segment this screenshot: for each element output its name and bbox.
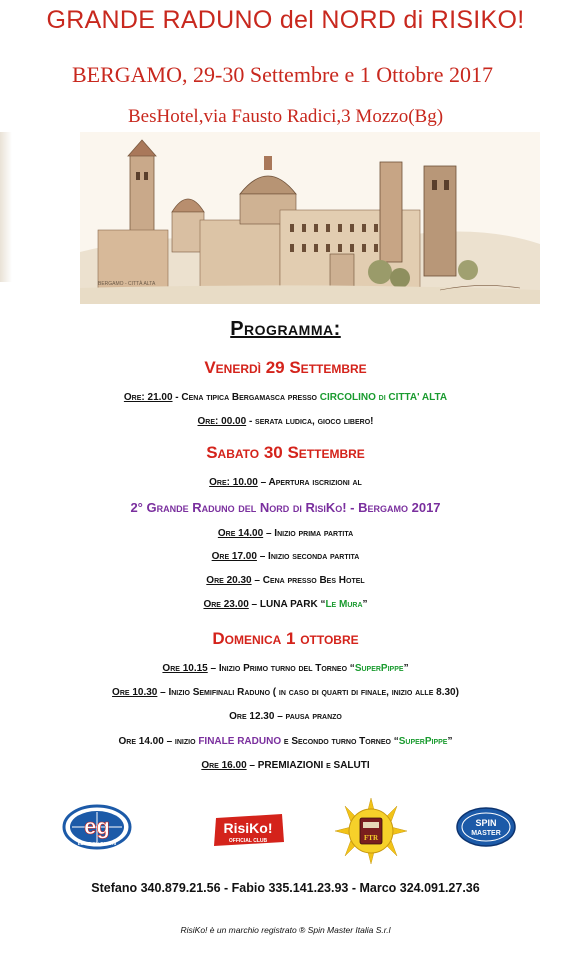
time: Ore 14.00 <box>217 528 264 539</box>
event-venue: BesHotel,via Fausto Radici,3 Mozzo(Bg) <box>127 106 444 127</box>
time: Ore 12.30 <box>229 711 275 722</box>
line-text: – LUNA PARK “ <box>248 599 326 610</box>
risiko-official-club-logo <box>210 812 288 848</box>
line-tail: ” <box>447 736 453 747</box>
program-line <box>0 711 571 722</box>
time: Ore 10.30 <box>112 687 158 698</box>
line-text: - serata ludica, gioco libero! <box>246 416 374 427</box>
finale-highlight: FINALE RADUNO <box>198 736 282 747</box>
program-line <box>0 416 571 427</box>
line-text: – inizio <box>163 736 199 747</box>
spin-logo-line1: SPIN <box>475 818 497 828</box>
program-heading: Programma: <box>230 318 341 340</box>
event-dates: BERGAMO, 29-30 Settembre e 1 Ottobre 2017 <box>72 62 493 87</box>
illustration-caption: BERGAMO - CITTÀ ALTA <box>98 281 156 287</box>
line-tail: ” <box>362 599 368 610</box>
time: Ore 10.15 <box>162 663 208 674</box>
highlight: Le Mura <box>325 599 363 610</box>
sunday-heading: Domenica 1 ottobre <box>212 629 359 648</box>
program-line <box>0 528 571 539</box>
line-text: – Inizio Semifinali Raduno ( in caso di quarti di finale, inizio alle 8.30) <box>157 687 459 698</box>
program-line <box>0 663 571 674</box>
eg-logo-sub: EDITRICE GIOCHI <box>77 841 117 846</box>
event-title: GRANDE RADUNO del NORD di RISIKO! <box>46 6 525 34</box>
time: Ore 20.30 <box>206 575 252 586</box>
line-text: – Apertura iscrizioni al <box>257 477 362 488</box>
line-text: – Inizio Primo turno del Torneo “ <box>207 663 355 674</box>
program-line <box>0 551 571 562</box>
club-emblem-text: FTR <box>364 834 378 842</box>
eg-logo-text: eg <box>84 814 110 839</box>
line-text: – Inizio prima partita <box>263 528 354 539</box>
risiko-logo-text: RisiKo! <box>223 820 273 836</box>
club-sun-emblem <box>331 796 411 866</box>
time: Ore 16.00 <box>201 760 247 771</box>
raduno-title: 2° Grande Raduno del Nord di RisiKo! - Bergamo 2017 <box>130 500 441 515</box>
line-text: – Inizio seconda partita <box>256 551 360 562</box>
highlight: SuperPippe <box>354 663 404 674</box>
time: Ore 17.00 <box>211 551 257 562</box>
time: Ore: 10.00 <box>209 477 258 488</box>
citta-alta-illustration <box>80 132 540 304</box>
highlight: CIRCOLINO di CITTA' ALTA <box>319 392 448 403</box>
risiko-logo-sub: OFFICIAL CLUB <box>228 838 268 844</box>
time: Ore 23.00 <box>203 599 249 610</box>
time: Ore: 21.00 <box>123 392 173 403</box>
program-line <box>0 760 571 771</box>
friday-heading: Venerdì 29 Settembre <box>204 358 367 377</box>
program-line <box>0 477 571 488</box>
spin-master-logo <box>455 806 517 848</box>
left-edge-shadow <box>0 132 12 282</box>
spin-logo-line2: MASTER <box>471 830 501 837</box>
line-text: - Cena tipica Bergamasca presso <box>172 392 320 403</box>
program-line <box>0 392 571 403</box>
line-text: – PREMIAZIONI e SALUTI <box>246 760 370 771</box>
line-text: – Cena presso Bes Hotel <box>251 575 365 586</box>
line-text-2: e Secondo turno Torneo “ <box>281 736 399 747</box>
line-tail: ” <box>403 663 409 674</box>
editrice-giochi-logo <box>62 804 132 850</box>
program-line <box>0 599 571 610</box>
highlight: SuperPippe <box>398 736 448 747</box>
contact-numbers: Stefano 340.879.21.56 - Fabio 335.141.23.93 - Marco 324.091.27.36 <box>91 881 480 895</box>
line-text: – pausa pranzo <box>274 711 342 722</box>
time: Ore 14.00 <box>118 736 164 747</box>
program-line <box>0 736 571 747</box>
saturday-heading: Sabato 30 Settembre <box>206 443 365 462</box>
time: Ore: 00.00 <box>197 416 247 427</box>
program-line <box>0 575 571 586</box>
program-line <box>0 687 571 698</box>
trademark-footer: RisiKo! è un marchio registrato ® Spin Master Italia S.r.l <box>180 925 391 935</box>
